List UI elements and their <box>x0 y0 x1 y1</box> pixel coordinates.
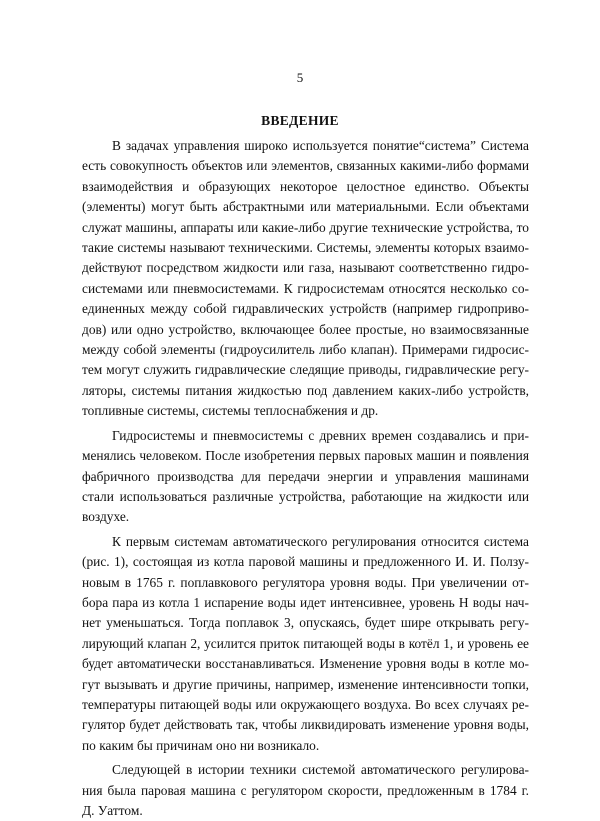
text-line: дов) или одно устройство, включающее более простые, но взаимосвязанные <box>82 321 529 337</box>
text-line: лирующий клапан 2, усилится приток питающей воды в котёл 1, и уровень ее <box>82 635 529 651</box>
text-line: по каким бы причинам оно ни возникало. <box>82 737 320 753</box>
text-line: бора пара из котла 1 испарение воды идет интенсивнее, уровень H воды нач- <box>82 594 529 610</box>
text-line: Следующей в истории техники системой автоматического регулирова- <box>112 762 529 778</box>
page-number: 5 <box>296 70 304 85</box>
paragraph <box>82 426 529 528</box>
text-line: взаимодействия и образующих некоторое целостное единство. Объекты <box>82 178 529 194</box>
section-heading: ВВЕДЕНИЕ <box>261 113 339 128</box>
text-line: такие системы называют техническими. Системы, элементы которых взаимо- <box>82 240 529 256</box>
text-line: Гидросистемы и пневмосистемы с древних времен создавались и при- <box>112 427 529 443</box>
text-line: системами или пневмосистемами. К гидросистемам относятся несколько со- <box>82 280 529 296</box>
body-text <box>82 136 529 821</box>
text-line: К первым системам автоматического регулирования относится система <box>112 533 529 549</box>
paragraph <box>82 136 529 422</box>
text-line: В задачах управления широко используется понятие“система” Система <box>112 138 529 153</box>
text-line: нет уменьшаться. Тогда поплавок 3, опускаясь, будет шире открывать регу- <box>82 615 529 631</box>
text-line: воздухе. <box>82 509 130 525</box>
text-line: (рис. 1), состоящая из котла паровой машины и предложенного И. И. Ползу- <box>82 554 529 570</box>
paragraph <box>82 760 529 821</box>
text-line: гут вызывать и другие причины, например, изменение интенсивности топки, <box>82 676 529 692</box>
text-line: фабричного производства для передачи энергии и управления машинами <box>82 468 529 484</box>
text-line: есть совокупность объектов или элементов, связанных какими-либо формами <box>82 158 529 174</box>
text-line: температуры питающей воды или окружающего воздуха. Во всех случаях ре- <box>82 696 529 712</box>
text-line: менялись человеком. После изобретения первых паровых машин и появления <box>82 448 529 464</box>
text-line: топливные системы, системы теплоснабжения и др. <box>82 403 379 419</box>
text-line: между собой элементы (гидроусилитель либо клапан). Примерами гидросис- <box>82 342 529 358</box>
text-line: (элементы) могут быть абстрактными или материальными. Если объектами <box>82 199 529 215</box>
text-line: ния была паровая машина с регулятором скорости, предложенным в 1784 г. <box>82 782 529 798</box>
text-line: новым в 1765 г. поплавкового регулятора уровня воды. При увеличении от- <box>82 574 529 590</box>
text-line: тем могут служить гидравлические следящие приводы, гидравлические регу- <box>82 362 529 378</box>
text-line: стали использоваться различные устройства, работающие на жидкости или <box>82 488 529 504</box>
text-line: будет автоматически восстанавливаться. Изменение уровня воды в котле мо- <box>82 656 529 672</box>
text-line: действуют посредством жидкости или газа, называют соответственно гидро- <box>82 260 529 276</box>
text-line: гулятор будет действовать так, чтобы ликвидировать изменение уровня воды, <box>82 717 529 733</box>
text-line: единенных между собой гидравлических устройств (например гидроприво- <box>82 301 529 317</box>
paragraph <box>82 532 529 756</box>
text-line: ляторы, системы питания жидкостью под давлением каких-либо устройств, <box>82 382 529 398</box>
text-line: служат машины, аппараты или какие-либо другие технические устройства, то <box>82 219 529 235</box>
text-line: Д. Уаттом. <box>82 803 143 818</box>
